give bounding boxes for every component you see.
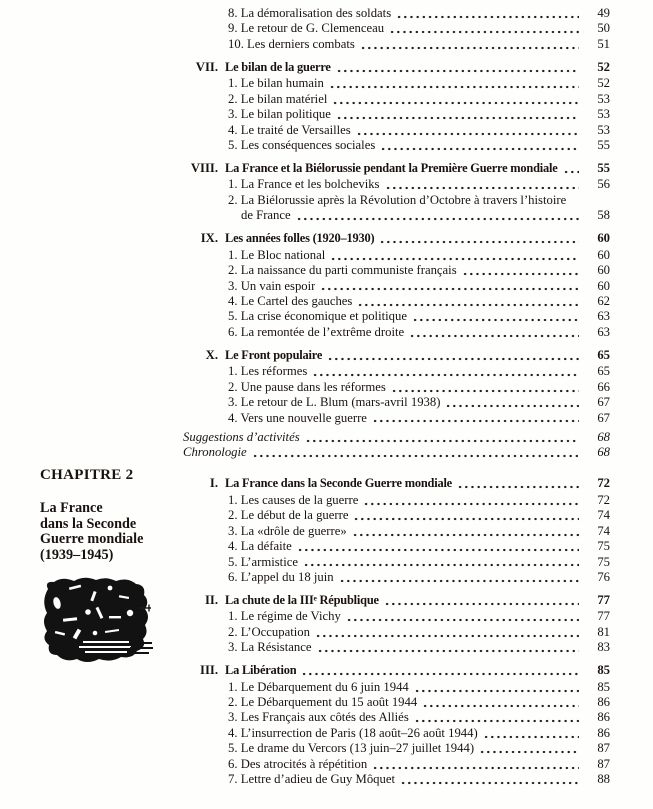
page-number: 50: [597, 21, 610, 36]
toc-row: [183, 123, 610, 138]
toc-entry-label: 5. L’armistice: [228, 554, 298, 569]
indent-spacer: [183, 364, 228, 379]
page-number: 86: [597, 695, 610, 709]
toc-entry-label: 2. Le Débarquement du 15 août 1944: [228, 695, 418, 709]
toc-row: [183, 772, 610, 787]
section-title: Le Front populaire: [225, 347, 323, 362]
toc-row: [183, 21, 610, 36]
toc-row: [183, 60, 610, 75]
indent-spacer: [183, 294, 228, 309]
page-number: 63: [597, 324, 610, 339]
indent-spacer: [183, 325, 228, 340]
dot-leader: [252, 445, 579, 460]
page-number: 75: [597, 539, 610, 554]
ink-print-illustration: [40, 573, 154, 667]
toc-entry-label: 2. Le début de la guerre: [228, 508, 349, 523]
toc-entry-label: 4. La défaite: [228, 539, 292, 554]
section-title: La chute de la IIIᵉ République: [225, 592, 379, 607]
toc-entry-label: 1. Le bilan humain: [228, 76, 324, 91]
indent-spacer: [183, 570, 228, 585]
toc-row: [183, 208, 610, 223]
indent-spacer: [183, 539, 228, 554]
dot-leader: [483, 726, 579, 741]
dot-leader: [329, 76, 579, 91]
page-number: 77: [597, 592, 610, 607]
toc-entry-label: 1. Le Bloc national: [228, 247, 326, 262]
section-numeral: II.: [204, 592, 218, 607]
page-number: 66: [597, 379, 610, 394]
dot-leader: [336, 60, 579, 75]
toc-row: [183, 430, 610, 445]
toc-row: [183, 555, 610, 570]
indent-spacer: [183, 493, 228, 508]
dot-leader: [391, 380, 579, 395]
page-number: 52: [597, 59, 610, 74]
dot-leader: [372, 411, 579, 426]
dot-leader: [356, 123, 579, 138]
dot-leader: [303, 555, 579, 570]
chapter-title-line: (1939–1945): [40, 546, 114, 563]
indent-spacer: [183, 107, 228, 122]
toc-row: [183, 92, 610, 107]
indent-spacer: [183, 524, 228, 539]
page-number: 68: [597, 445, 610, 460]
dot-leader: [301, 663, 579, 678]
indent-spacer: [183, 395, 228, 410]
toc-entry-label: 5. Le drame du Vercors (13 juin–27 juillet 1944): [228, 741, 475, 756]
toc-entry-label: 4. Vers une nouvelle guerre: [228, 410, 367, 425]
dot-leader: [414, 680, 579, 695]
indent-spacer: [183, 21, 228, 36]
toc-row: [183, 193, 610, 208]
indent-spacer: [183, 177, 228, 192]
page-number: 53: [597, 91, 610, 106]
dot-leader: [445, 395, 579, 410]
indent-spacer: [183, 741, 228, 756]
indent-spacer: [183, 123, 228, 138]
dot-leader: [414, 710, 579, 725]
section-numeral: IX.: [200, 231, 218, 246]
toc-row: [183, 76, 610, 91]
indent-spacer: [183, 248, 228, 263]
toc-entry-label: 3. Un vain espoir: [228, 278, 316, 293]
toc-entry-label: 5. La crise économique et politique: [228, 309, 407, 324]
page-number: 62: [597, 293, 610, 308]
toc-entry-label: 2. Une pause dans les réformes: [228, 379, 386, 394]
page-number: 60: [597, 247, 610, 262]
page-number: 65: [597, 347, 610, 362]
indent-spacer: [183, 625, 228, 640]
indent-spacer: [183, 609, 228, 624]
page-number: 56: [597, 177, 610, 192]
page-number: 65: [597, 364, 610, 379]
toc-row: [183, 476, 610, 491]
toc-row: [183, 380, 610, 395]
page-number: 67: [597, 410, 610, 425]
toc-entry-label: 2. La naissance du parti communiste français: [228, 263, 457, 278]
indent-spacer: [183, 695, 228, 710]
toc-entry-label: 4. Le traité de Versailles: [228, 122, 351, 137]
indent-spacer: [183, 279, 228, 294]
section-numeral: VIII.: [190, 160, 218, 175]
indent-spacer: [183, 555, 228, 570]
dot-leader: [305, 430, 579, 445]
toc-row: [183, 570, 610, 585]
section-numeral: III.: [200, 663, 218, 678]
indent-spacer: [183, 772, 228, 787]
toc-row: [183, 309, 610, 324]
toc-row: [183, 107, 610, 122]
dot-leader: [297, 539, 579, 554]
toc-row: [183, 710, 610, 725]
dot-leader: [457, 476, 579, 491]
dot-leader: [353, 508, 579, 523]
toc-row: [183, 625, 610, 640]
toc-row: [183, 6, 610, 21]
dot-leader: [296, 208, 579, 223]
toc-row: [183, 593, 610, 608]
toc-rows: [183, 6, 610, 788]
toc-entry-label: 1. Le Débarquement du 6 juin 1944: [228, 679, 409, 694]
section-numeral: X.: [205, 347, 218, 362]
dot-leader: [352, 524, 579, 539]
toc-row: [183, 263, 610, 278]
page-number: 53: [597, 122, 610, 137]
indent-spacer: [183, 208, 241, 223]
page-number: 60: [597, 263, 610, 278]
indent-spacer: [183, 92, 228, 107]
page-number: 74: [597, 523, 610, 538]
page-number: 63: [597, 309, 610, 324]
toc-row: [183, 680, 610, 695]
dot-leader: [363, 493, 579, 508]
indent-spacer: [183, 411, 228, 426]
chapter-label: CHAPITRE 2: [40, 467, 134, 483]
page-number: 52: [597, 76, 610, 91]
section-title: La France et la Biélorussie pendant la Première Guerre mondiale: [225, 160, 558, 175]
toc-row: [183, 161, 610, 176]
dot-leader: [379, 231, 579, 246]
dot-leader: [317, 640, 580, 655]
toc-entry-label: 3. Les Français aux côtés des Alliés: [228, 710, 409, 725]
toc-entry-label: 3. La «drôle de guerre»: [228, 523, 347, 538]
page-number: 60: [597, 278, 610, 293]
dot-leader: [336, 107, 579, 122]
toc-row: [183, 663, 610, 678]
page-number: 58: [597, 208, 610, 223]
toc-entry-continuation: de France: [241, 208, 291, 223]
toc-row: [183, 37, 610, 52]
toc-entry-label: 3. Le bilan politique: [228, 107, 331, 122]
indent-spacer: [183, 710, 228, 725]
page-number: 60: [597, 231, 610, 246]
toc-row: [183, 539, 610, 554]
toc-row: [183, 726, 610, 741]
page-number: 86: [597, 725, 610, 740]
dot-leader: [339, 570, 579, 585]
indent-spacer: [183, 193, 228, 208]
page-number: 85: [597, 663, 610, 678]
toc-entry-label: 6. Des atrocités à répétition: [228, 756, 368, 771]
toc-row: [183, 138, 610, 153]
page-number: 77: [597, 609, 610, 624]
dot-leader: [346, 609, 579, 624]
toc-row: [183, 325, 610, 340]
dot-leader: [385, 177, 580, 192]
dot-leader: [389, 21, 579, 36]
dot-leader: [412, 309, 579, 324]
dot-leader: [409, 325, 579, 340]
dot-leader: [462, 263, 579, 278]
toc-entry-label: 10. Les derniers combats: [228, 36, 355, 51]
page-number: 55: [597, 160, 610, 175]
page-number: 81: [597, 624, 610, 639]
indent-spacer: [183, 6, 228, 21]
dot-leader: [563, 161, 579, 176]
page-number: 83: [597, 640, 610, 655]
toc-entry-label: 8. La démoralisation des soldats: [228, 6, 392, 20]
dot-leader: [372, 757, 579, 772]
toc-row: [183, 741, 610, 756]
toc-row: [183, 395, 610, 410]
indent-spacer: [183, 508, 228, 523]
toc-row: [183, 493, 610, 508]
toc-entry-label: 4. Le Cartel des gauches: [228, 293, 353, 308]
dot-leader: [332, 92, 579, 107]
toc-entry-label: Chronologie: [183, 445, 247, 460]
toc-row: [183, 348, 610, 363]
toc-row: [183, 695, 610, 710]
toc-row: [183, 231, 610, 246]
toc-entry-label: 5. Les conséquences sociales: [228, 138, 376, 152]
toc-entry-label: 1. Le régime de Vichy: [228, 609, 341, 624]
toc-entry-label: 3. La Résistance: [228, 640, 312, 655]
page-number: 75: [597, 554, 610, 569]
page-number: 87: [597, 741, 610, 756]
toc-row: [183, 508, 610, 523]
page-number: 68: [597, 429, 610, 444]
dot-leader: [330, 248, 579, 263]
toc-row: [183, 757, 610, 772]
dot-leader: [320, 279, 579, 294]
dot-leader: [327, 348, 579, 363]
toc-entry-label: 3. Le retour de L. Blum (mars-avril 1938): [228, 395, 441, 410]
dot-leader: [400, 772, 579, 787]
page-number: 86: [597, 710, 610, 725]
toc-entry-label: 2. L’Occupation: [228, 624, 310, 639]
indent-spacer: [183, 640, 228, 655]
toc-entry-label: 2. Le bilan matériel: [228, 91, 328, 106]
toc-entry-label: 9. Le retour de G. Clemenceau: [228, 21, 385, 36]
toc-row: [183, 248, 610, 263]
toc-entry-label: 1. Les causes de la guerre: [228, 492, 359, 507]
section-title: La France dans la Seconde Guerre mondiale: [225, 476, 452, 491]
toc-row: [183, 294, 610, 309]
section-numeral: VII.: [195, 59, 218, 74]
indent-spacer: [183, 380, 228, 395]
indent-spacer: [183, 76, 228, 91]
page-number: 49: [597, 6, 610, 20]
page-number: 87: [597, 756, 610, 771]
toc-row: [183, 609, 610, 624]
chapter-title-line: Guerre mondiale: [40, 531, 144, 548]
section-numeral: I.: [209, 476, 218, 491]
toc-row: [183, 411, 610, 426]
toc-entry-label: 6. L’appel du 18 juin: [228, 569, 334, 584]
dot-leader: [422, 695, 579, 710]
toc-entry-label: 6. La remontée de l’extrême droite: [228, 324, 405, 339]
toc-row: [183, 177, 610, 192]
indent-spacer: [183, 263, 228, 278]
dot-leader: [380, 138, 579, 153]
page-number: 88: [597, 772, 610, 787]
indent-spacer: [183, 309, 228, 324]
page-number: 53: [597, 107, 610, 122]
chapter-title-line: dans la Seconde: [40, 515, 137, 532]
page-number: 67: [597, 395, 610, 410]
toc-row: [183, 364, 610, 379]
toc-row: [183, 279, 610, 294]
page-number: 55: [597, 138, 610, 152]
dot-leader: [384, 593, 579, 608]
page-number: 74: [597, 508, 610, 523]
dot-leader: [315, 625, 579, 640]
indent-spacer: [183, 37, 228, 52]
table-of-contents: [183, 6, 610, 788]
page-number: 85: [597, 679, 610, 694]
toc-entry-label: 1. La France et les bolcheviks: [228, 177, 380, 192]
indent-spacer: [183, 726, 228, 741]
dot-leader: [312, 364, 579, 379]
toc-entry-label: 4. L’insurrection de Paris (18 août–26 août 1944): [228, 725, 478, 740]
indent-spacer: [183, 680, 228, 695]
indent-spacer: [183, 138, 228, 153]
chapter-title-line: La France: [40, 500, 103, 516]
toc-row: [183, 445, 610, 460]
page-number: 72: [597, 476, 610, 491]
toc-entry-label: 7. Lettre d’adieu de Guy Môquet: [228, 772, 396, 787]
toc-entry-label: 1. Les réformes: [228, 364, 308, 379]
page-number: 76: [597, 569, 610, 584]
toc-entry-label: Suggestions d’activités: [183, 429, 300, 444]
indent-spacer: [183, 757, 228, 772]
section-title: Le bilan de la guerre: [225, 59, 331, 74]
dot-leader: [360, 37, 579, 52]
page-number: 72: [597, 492, 610, 507]
page-number: 51: [597, 36, 610, 51]
section-title: Les années folles (1920–1930): [225, 231, 375, 246]
dot-leader: [357, 294, 579, 309]
toc-row: [183, 640, 610, 655]
chapter-title: [40, 501, 188, 563]
dot-leader: [396, 6, 579, 21]
chapter-sidebar: [40, 466, 188, 667]
section-title: La Libération: [225, 663, 297, 678]
dot-leader: [479, 741, 579, 756]
toc-entry-label: 2. La Biélorussie après la Révolution d’Octobre à travers l’histoire: [228, 192, 567, 207]
toc-row: [183, 524, 610, 539]
